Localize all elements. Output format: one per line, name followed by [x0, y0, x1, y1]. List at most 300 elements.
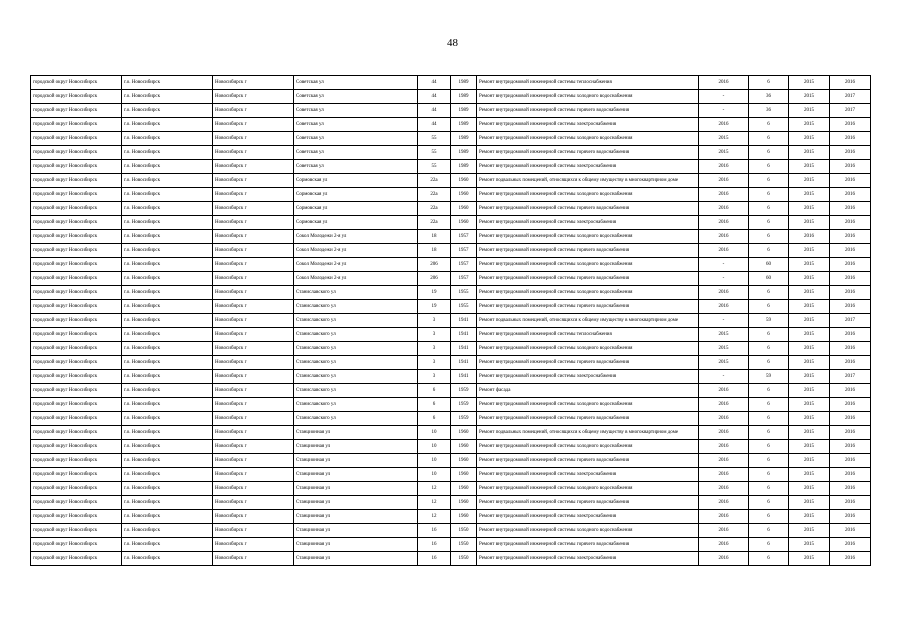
work-type-cell: Ремонт внутридомовой инженерной системы электроснабжения — [477, 118, 699, 132]
inspection-year-cell: 2016 — [699, 426, 749, 440]
district-cell: городской округ Новосибирск — [31, 230, 122, 244]
street-cell: Станционная ул — [294, 454, 418, 468]
locality-cell: Новосибирск г — [213, 524, 294, 538]
house-number-cell: 16 — [418, 552, 451, 566]
locality-cell: Новосибирск г — [213, 496, 294, 510]
work-type-cell: Ремонт подвальных помещений, относящихся к общему имуществу в многоквартирном доме — [477, 314, 699, 328]
start-year-cell: 2015 — [789, 342, 830, 356]
term-months-cell: 6 — [749, 174, 789, 188]
start-year-cell: 2016 — [789, 230, 830, 244]
build-year-cell: 1989 — [451, 146, 477, 160]
house-number-cell: 19 — [418, 286, 451, 300]
inspection-year-cell: 2016 — [699, 174, 749, 188]
work-type-cell: Ремонт внутридомовой инженерной системы холодного водоснабжения — [477, 524, 699, 538]
term-months-cell: 36 — [749, 90, 789, 104]
start-year-cell: 2015 — [789, 370, 830, 384]
house-number-cell: 12 — [418, 496, 451, 510]
inspection-year-cell: 2016 — [699, 496, 749, 510]
start-year-cell: 2015 — [789, 356, 830, 370]
house-number-cell: 44 — [418, 118, 451, 132]
end-year-cell: 2016 — [830, 286, 871, 300]
build-year-cell: 1941 — [451, 356, 477, 370]
street-cell: Сормовская ул — [294, 202, 418, 216]
term-months-cell: 6 — [749, 552, 789, 566]
district-cell: городской округ Новосибирск — [31, 356, 122, 370]
start-year-cell: 2015 — [789, 174, 830, 188]
house-number-cell: 6 — [418, 398, 451, 412]
street-cell: Советская ул — [294, 90, 418, 104]
work-type-cell: Ремонт внутридомовой инженерной системы горячего водоснабжения — [477, 412, 699, 426]
street-cell: Станиславского ул — [294, 342, 418, 356]
locality-cell: Новосибирск г — [213, 104, 294, 118]
work-type-cell: Ремонт внутридомовой инженерной системы электроснабжения — [477, 216, 699, 230]
street-cell: Станционная ул — [294, 510, 418, 524]
inspection-year-cell: 2016 — [699, 76, 749, 90]
start-year-cell: 2015 — [789, 76, 830, 90]
start-year-cell: 2015 — [789, 552, 830, 566]
house-number-cell: 3 — [418, 370, 451, 384]
district-cell: городской округ Новосибирск — [31, 300, 122, 314]
build-year-cell: 1960 — [451, 454, 477, 468]
street-cell: Станционная ул — [294, 426, 418, 440]
work-type-cell: Ремонт внутридомовой инженерной системы холодного водоснабжения — [477, 398, 699, 412]
end-year-cell: 2016 — [830, 188, 871, 202]
table-row — [31, 440, 871, 454]
inspection-year-cell: 2016 — [699, 118, 749, 132]
inspection-year-cell: 2015 — [699, 356, 749, 370]
district-cell: городской округ Новосибирск — [31, 412, 122, 426]
district-cell: городской округ Новосибирск — [31, 482, 122, 496]
district-cell: городской округ Новосибирск — [31, 398, 122, 412]
locality-cell: Новосибирск г — [213, 174, 294, 188]
house-number-cell: 44 — [418, 90, 451, 104]
build-year-cell: 1960 — [451, 468, 477, 482]
term-months-cell: 59 — [749, 314, 789, 328]
term-months-cell: 6 — [749, 398, 789, 412]
build-year-cell: 1960 — [451, 440, 477, 454]
end-year-cell: 2016 — [830, 356, 871, 370]
city-cell: г.о. Новосибирск — [122, 538, 213, 552]
table-row — [31, 244, 871, 258]
build-year-cell: 1955 — [451, 286, 477, 300]
district-cell: городской округ Новосибирск — [31, 342, 122, 356]
street-cell: Сормовская ул — [294, 216, 418, 230]
work-type-cell: Ремонт внутридомовой инженерной системы электроснабжения — [477, 468, 699, 482]
street-cell: Сокол Молодежи 2-я ул — [294, 272, 418, 286]
inspection-year-cell: 2016 — [699, 286, 749, 300]
street-cell: Станционная ул — [294, 524, 418, 538]
inspection-year-cell: 2016 — [699, 160, 749, 174]
house-number-cell: 44 — [418, 104, 451, 118]
house-number-cell: 16 — [418, 538, 451, 552]
table-row — [31, 104, 871, 118]
district-cell: городской округ Новосибирск — [31, 202, 122, 216]
city-cell: г.о. Новосибирск — [122, 286, 213, 300]
start-year-cell: 2015 — [789, 286, 830, 300]
build-year-cell: 1960 — [451, 216, 477, 230]
end-year-cell: 2017 — [830, 104, 871, 118]
street-cell: Станционная ул — [294, 538, 418, 552]
end-year-cell: 2016 — [830, 244, 871, 258]
house-number-cell: 55 — [418, 160, 451, 174]
city-cell: г.о. Новосибирск — [122, 454, 213, 468]
term-months-cell: 6 — [749, 482, 789, 496]
end-year-cell: 2017 — [830, 370, 871, 384]
build-year-cell: 1960 — [451, 426, 477, 440]
work-type-cell: Ремонт внутридомовой инженерной системы горячего водоснабжения — [477, 454, 699, 468]
work-type-cell: Ремонт внутридомовой инженерной системы теплоснабжения — [477, 328, 699, 342]
build-year-cell: 1941 — [451, 328, 477, 342]
build-year-cell: 1957 — [451, 258, 477, 272]
term-months-cell: 6 — [749, 328, 789, 342]
house-number-cell: 6 — [418, 384, 451, 398]
district-cell: городской округ Новосибирск — [31, 174, 122, 188]
house-number-cell: 3 — [418, 356, 451, 370]
end-year-cell: 2016 — [830, 76, 871, 90]
house-number-cell: 3 — [418, 328, 451, 342]
inspection-year-cell: - — [699, 272, 749, 286]
table-row — [31, 132, 871, 146]
table-row — [31, 202, 871, 216]
locality-cell: Новосибирск г — [213, 90, 294, 104]
locality-cell: Новосибирск г — [213, 356, 294, 370]
inspection-year-cell: 2016 — [699, 202, 749, 216]
table-row — [31, 370, 871, 384]
city-cell: г.о. Новосибирск — [122, 160, 213, 174]
end-year-cell: 2016 — [830, 440, 871, 454]
inspection-year-cell: 2016 — [699, 538, 749, 552]
locality-cell: Новосибирск г — [213, 118, 294, 132]
build-year-cell: 1959 — [451, 384, 477, 398]
end-year-cell: 2016 — [830, 342, 871, 356]
term-months-cell: 6 — [749, 496, 789, 510]
inspection-year-cell: 2016 — [699, 216, 749, 230]
district-cell: городской округ Новосибирск — [31, 496, 122, 510]
work-type-cell: Ремонт внутридомовой инженерной системы холодного водоснабжения — [477, 132, 699, 146]
work-type-cell: Ремонт внутридомовой инженерной системы холодного водоснабжения — [477, 230, 699, 244]
work-type-cell: Ремонт внутридомовой инженерной системы горячего водоснабжения — [477, 244, 699, 258]
build-year-cell: 1959 — [451, 412, 477, 426]
locality-cell: Новосибирск г — [213, 160, 294, 174]
term-months-cell: 36 — [749, 104, 789, 118]
work-type-cell: Ремонт внутридомовой инженерной системы электроснабжения — [477, 160, 699, 174]
city-cell: г.о. Новосибирск — [122, 188, 213, 202]
street-cell: Советская ул — [294, 118, 418, 132]
inspection-year-cell: 2016 — [699, 384, 749, 398]
term-months-cell: 6 — [749, 286, 789, 300]
city-cell: г.о. Новосибирск — [122, 552, 213, 566]
district-cell: городской округ Новосибирск — [31, 440, 122, 454]
city-cell: г.о. Новосибирск — [122, 482, 213, 496]
city-cell: г.о. Новосибирск — [122, 202, 213, 216]
locality-cell: Новосибирск г — [213, 314, 294, 328]
house-number-cell: 22а — [418, 202, 451, 216]
end-year-cell: 2016 — [830, 510, 871, 524]
start-year-cell: 2015 — [789, 118, 830, 132]
house-number-cell: 3 — [418, 314, 451, 328]
inspection-year-cell: 2016 — [699, 188, 749, 202]
locality-cell: Новосибирск г — [213, 398, 294, 412]
street-cell: Станиславского ул — [294, 300, 418, 314]
build-year-cell: 1960 — [451, 188, 477, 202]
city-cell: г.о. Новосибирск — [122, 426, 213, 440]
table-row — [31, 412, 871, 426]
start-year-cell: 2015 — [789, 440, 830, 454]
inspection-year-cell: 2016 — [699, 482, 749, 496]
table-row — [31, 342, 871, 356]
city-cell: г.о. Новосибирск — [122, 272, 213, 286]
term-months-cell: 6 — [749, 300, 789, 314]
city-cell: г.о. Новосибирск — [122, 258, 213, 272]
term-months-cell: 6 — [749, 188, 789, 202]
street-cell: Сокол Молодежи 2-я ул — [294, 258, 418, 272]
table-row — [31, 468, 871, 482]
street-cell: Станиславского ул — [294, 412, 418, 426]
city-cell: г.о. Новосибирск — [122, 370, 213, 384]
build-year-cell: 1960 — [451, 496, 477, 510]
build-year-cell: 1989 — [451, 132, 477, 146]
table-row — [31, 384, 871, 398]
work-type-cell: Ремонт внутридомовой инженерной системы горячего водоснабжения — [477, 300, 699, 314]
city-cell: г.о. Новосибирск — [122, 300, 213, 314]
city-cell: г.о. Новосибирск — [122, 510, 213, 524]
work-type-cell: Ремонт внутридомовой инженерной системы горячего водоснабжения — [477, 202, 699, 216]
work-type-cell: Ремонт внутридомовой инженерной системы электроснабжения — [477, 510, 699, 524]
locality-cell: Новосибирск г — [213, 552, 294, 566]
term-months-cell: 6 — [749, 538, 789, 552]
table-row — [31, 272, 871, 286]
build-year-cell: 1941 — [451, 370, 477, 384]
start-year-cell: 2015 — [789, 538, 830, 552]
district-cell: городской округ Новосибирск — [31, 538, 122, 552]
term-months-cell: 6 — [749, 216, 789, 230]
district-cell: городской округ Новосибирск — [31, 104, 122, 118]
end-year-cell: 2017 — [830, 314, 871, 328]
build-year-cell: 1989 — [451, 76, 477, 90]
city-cell: г.о. Новосибирск — [122, 328, 213, 342]
term-months-cell: 6 — [749, 356, 789, 370]
district-cell: городской округ Новосибирск — [31, 314, 122, 328]
inspection-year-cell: 2015 — [699, 342, 749, 356]
house-number-cell: 22а — [418, 216, 451, 230]
city-cell: г.о. Новосибирск — [122, 104, 213, 118]
house-number-cell: 22а — [418, 174, 451, 188]
inspection-year-cell: - — [699, 90, 749, 104]
table-row — [31, 398, 871, 412]
locality-cell: Новосибирск г — [213, 146, 294, 160]
inspection-year-cell: - — [699, 104, 749, 118]
street-cell: Станиславского ул — [294, 370, 418, 384]
city-cell: г.о. Новосибирск — [122, 524, 213, 538]
build-year-cell: 1957 — [451, 230, 477, 244]
work-type-cell: Ремонт внутридомовой инженерной системы холодного водоснабжения — [477, 188, 699, 202]
end-year-cell: 2016 — [830, 468, 871, 482]
table-row — [31, 174, 871, 188]
street-cell: Станционная ул — [294, 482, 418, 496]
locality-cell: Новосибирск г — [213, 538, 294, 552]
table-row — [31, 160, 871, 174]
city-cell: г.о. Новосибирск — [122, 468, 213, 482]
locality-cell: Новосибирск г — [213, 258, 294, 272]
house-number-cell: 55 — [418, 132, 451, 146]
district-cell: городской округ Новосибирск — [31, 132, 122, 146]
inspection-year-cell: 2016 — [699, 524, 749, 538]
term-months-cell: 6 — [749, 118, 789, 132]
street-cell: Станиславского ул — [294, 356, 418, 370]
term-months-cell: 60 — [749, 272, 789, 286]
street-cell: Станиславского ул — [294, 286, 418, 300]
start-year-cell: 2015 — [789, 132, 830, 146]
house-number-cell: 3 — [418, 342, 451, 356]
build-year-cell: 1989 — [451, 160, 477, 174]
table-row — [31, 118, 871, 132]
work-type-cell: Ремонт внутридомовой инженерной системы горячего водоснабжения — [477, 272, 699, 286]
district-cell: городской округ Новосибирск — [31, 454, 122, 468]
locality-cell: Новосибирск г — [213, 328, 294, 342]
house-number-cell: 18 — [418, 230, 451, 244]
house-number-cell: 12 — [418, 482, 451, 496]
locality-cell: Новосибирск г — [213, 384, 294, 398]
house-number-cell: 206 — [418, 258, 451, 272]
house-number-cell: 10 — [418, 426, 451, 440]
table-row — [31, 356, 871, 370]
end-year-cell: 2016 — [830, 230, 871, 244]
build-year-cell: 1989 — [451, 118, 477, 132]
end-year-cell: 2016 — [830, 412, 871, 426]
end-year-cell: 2016 — [830, 482, 871, 496]
street-cell: Станционная ул — [294, 552, 418, 566]
end-year-cell: 2016 — [830, 426, 871, 440]
work-type-cell: Ремонт внутридомовой инженерной системы холодного водоснабжения — [477, 286, 699, 300]
build-year-cell: 1957 — [451, 244, 477, 258]
city-cell: г.о. Новосибирск — [122, 440, 213, 454]
build-year-cell: 1950 — [451, 552, 477, 566]
district-cell: городской округ Новосибирск — [31, 272, 122, 286]
street-cell: Станционная ул — [294, 468, 418, 482]
start-year-cell: 2015 — [789, 524, 830, 538]
table-row — [31, 496, 871, 510]
start-year-cell: 2015 — [789, 510, 830, 524]
street-cell: Станиславского ул — [294, 398, 418, 412]
district-cell: городской округ Новосибирск — [31, 146, 122, 160]
house-number-cell: 16 — [418, 524, 451, 538]
end-year-cell: 2016 — [830, 202, 871, 216]
term-months-cell: 60 — [749, 258, 789, 272]
start-year-cell: 2015 — [789, 300, 830, 314]
term-months-cell: 6 — [749, 524, 789, 538]
build-year-cell: 1941 — [451, 314, 477, 328]
locality-cell: Новосибирск г — [213, 412, 294, 426]
work-type-cell: Ремонт внутридомовой инженерной системы холодного водоснабжения — [477, 90, 699, 104]
table-row — [31, 76, 871, 90]
start-year-cell: 2015 — [789, 202, 830, 216]
district-cell: городской округ Новосибирск — [31, 118, 122, 132]
work-type-cell: Ремонт внутридомовой инженерной системы холодного водоснабжения — [477, 258, 699, 272]
start-year-cell: 2015 — [789, 146, 830, 160]
end-year-cell: 2016 — [830, 524, 871, 538]
build-year-cell: 1950 — [451, 524, 477, 538]
table-row — [31, 188, 871, 202]
end-year-cell: 2016 — [830, 160, 871, 174]
city-cell: г.о. Новосибирск — [122, 412, 213, 426]
start-year-cell: 2015 — [789, 258, 830, 272]
city-cell: г.о. Новосибирск — [122, 216, 213, 230]
inspection-year-cell: - — [699, 258, 749, 272]
inspection-year-cell: 2015 — [699, 132, 749, 146]
work-type-cell: Ремонт внутридомовой инженерной системы теплоснабжения — [477, 76, 699, 90]
district-cell: городской округ Новосибирск — [31, 370, 122, 384]
start-year-cell: 2015 — [789, 468, 830, 482]
build-year-cell: 1960 — [451, 510, 477, 524]
district-cell: городской округ Новосибирск — [31, 286, 122, 300]
district-cell: городской округ Новосибирск — [31, 426, 122, 440]
house-number-cell: 18 — [418, 244, 451, 258]
table-row — [31, 552, 871, 566]
inspection-year-cell: 2016 — [699, 454, 749, 468]
end-year-cell: 2016 — [830, 272, 871, 286]
house-number-cell: 12 — [418, 510, 451, 524]
start-year-cell: 2015 — [789, 328, 830, 342]
term-months-cell: 6 — [749, 146, 789, 160]
term-months-cell: 59 — [749, 370, 789, 384]
table-row — [31, 454, 871, 468]
build-year-cell: 1959 — [451, 398, 477, 412]
term-months-cell: 6 — [749, 244, 789, 258]
work-type-cell: Ремонт внутридомовой инженерной системы электроснабжения — [477, 552, 699, 566]
district-cell: городской округ Новосибирск — [31, 188, 122, 202]
street-cell: Сормовская ул — [294, 174, 418, 188]
start-year-cell: 2015 — [789, 454, 830, 468]
street-cell: Станционная ул — [294, 496, 418, 510]
build-year-cell: 1989 — [451, 104, 477, 118]
table-row — [31, 230, 871, 244]
end-year-cell: 2016 — [830, 454, 871, 468]
work-type-cell: Ремонт внутридомовой инженерной системы холодного водоснабжения — [477, 482, 699, 496]
inspection-year-cell: 2016 — [699, 468, 749, 482]
start-year-cell: 2015 — [789, 244, 830, 258]
inspection-year-cell: 2016 — [699, 412, 749, 426]
locality-cell: Новосибирск г — [213, 272, 294, 286]
build-year-cell: 1955 — [451, 300, 477, 314]
end-year-cell: 2017 — [830, 90, 871, 104]
locality-cell: Новосибирск г — [213, 300, 294, 314]
term-months-cell: 6 — [749, 202, 789, 216]
build-year-cell: 1941 — [451, 342, 477, 356]
street-cell: Сокол Молодежи 2-я ул — [294, 230, 418, 244]
repair-schedule-table — [30, 75, 871, 566]
start-year-cell: 2015 — [789, 398, 830, 412]
work-type-cell: Ремонт внутридомовой инженерной системы горячего водоснабжения — [477, 146, 699, 160]
build-year-cell: 1950 — [451, 538, 477, 552]
locality-cell: Новосибирск г — [213, 468, 294, 482]
street-cell: Сокол Молодежи 2-я ул — [294, 244, 418, 258]
start-year-cell: 2015 — [789, 272, 830, 286]
locality-cell: Новосибирск г — [213, 244, 294, 258]
inspection-year-cell: 2016 — [699, 510, 749, 524]
city-cell: г.о. Новосибирск — [122, 314, 213, 328]
city-cell: г.о. Новосибирск — [122, 132, 213, 146]
district-cell: городской округ Новосибирск — [31, 524, 122, 538]
start-year-cell: 2015 — [789, 216, 830, 230]
end-year-cell: 2016 — [830, 552, 871, 566]
term-months-cell: 6 — [749, 468, 789, 482]
start-year-cell: 2015 — [789, 482, 830, 496]
locality-cell: Новосибирск г — [213, 426, 294, 440]
start-year-cell: 2015 — [789, 188, 830, 202]
locality-cell: Новосибирск г — [213, 440, 294, 454]
work-type-cell: Ремонт подвальных помещений, относящихся к общему имуществу в многоквартирном доме — [477, 174, 699, 188]
street-cell: Советская ул — [294, 76, 418, 90]
